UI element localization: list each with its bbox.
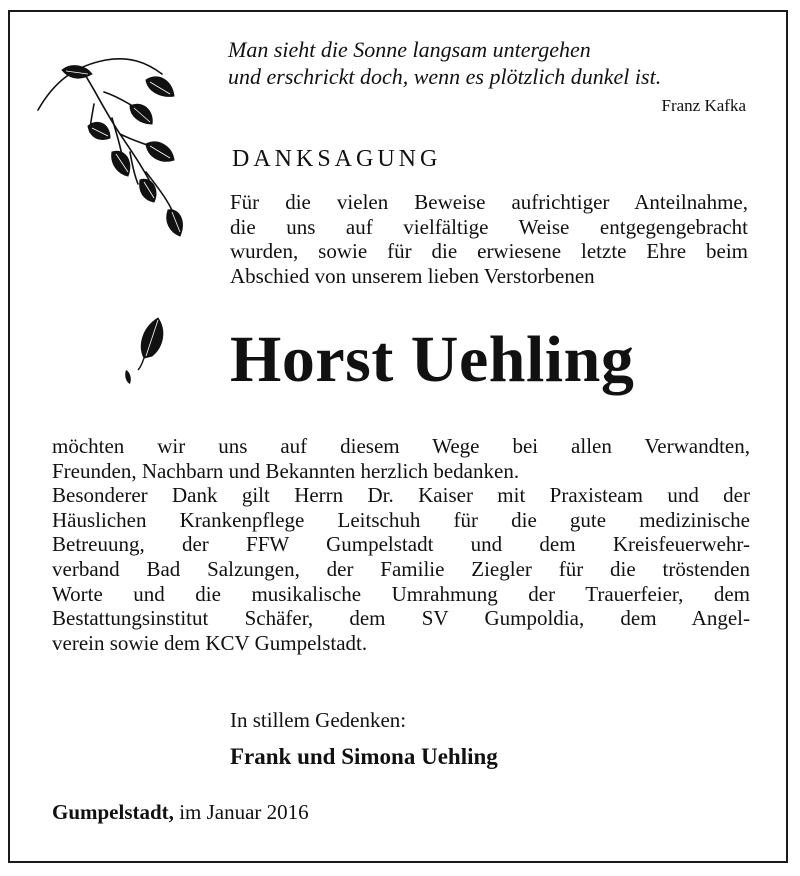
place-date (52, 800, 309, 825)
body-line: verein sowie dem KCV Gumpelstadt. (52, 630, 368, 655)
body-line: Häuslichen Krankenpflege Leitschuh für die gute medizinische (52, 507, 750, 532)
body-line: Besonderer Dank gilt Herrn Dr. Kaiser mit Praxisteam und der (52, 483, 750, 508)
notice-heading: DANKSAGUNG (232, 146, 442, 172)
date-text: im Januar 2016 (179, 800, 309, 824)
body-line: Betreuung, der FFW Gumpelstadt und dem Kreisfeuerwehr- (52, 532, 750, 557)
quote-line-1: Man sieht die Sonne langsam untergehen (228, 37, 591, 62)
body-line: möchten wir uns auf diesem Wege bei allen Verwandten, (52, 434, 750, 458)
quote-line-2: und erschrickt doch, wenn es plötzlich dunkel ist. (228, 64, 662, 89)
family-signature: Frank und Simona Uehling (230, 744, 498, 769)
intro-line: wurden, sowie für die erwiesene letzte Ehre beim (230, 239, 748, 263)
place-name: Gumpelstadt, (52, 800, 174, 824)
intro-line: Für die vielen Beweise aufrichtiger Anteilnahme, (230, 190, 748, 214)
thanks-paragraph (52, 434, 750, 655)
intro-paragraph (230, 190, 748, 288)
memorial-phrase: In stillem Gedenken: (230, 708, 407, 732)
body-line: Freunden, Nachbarn und Bekannten herzlich bedanken. (52, 458, 520, 483)
body-line: Worte und die musikalische Umrahmung der Trauerfeier, dem (52, 581, 750, 606)
falling-leaf-icon (118, 312, 174, 388)
body-line: Bestattungsinstitut Schäfer, dem SV Gumpoldia, dem Angel- (52, 606, 750, 631)
body-line: verband Bad Salzungen, der Familie Ziegler für die tröstenden (52, 556, 750, 581)
intro-line: Abschied von unserem lieben Verstorbenen (230, 263, 595, 288)
kafka-quote (228, 36, 748, 90)
intro-line: die uns auf vielfältige Weise entgegengebracht (230, 214, 748, 239)
quote-author: Franz Kafka (661, 96, 746, 115)
branch-leaves-icon (34, 52, 199, 252)
deceased-name: Horst Uehling (230, 323, 635, 396)
